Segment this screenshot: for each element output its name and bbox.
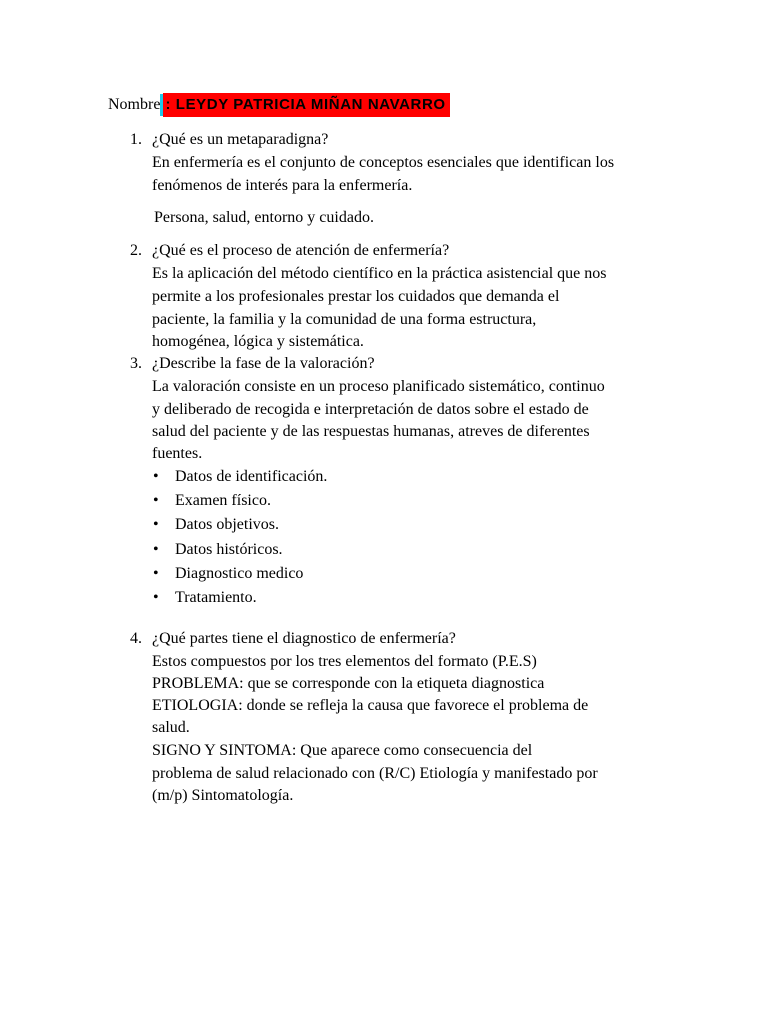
list-item: Examen físico. bbox=[175, 492, 271, 509]
question-1-answer-line: En enfermería es el conjunto de conceptos esenciales que identifican los bbox=[152, 154, 615, 171]
question-3-answer-line: salud del paciente y de las respuestas humanas, atreves de diferentes bbox=[152, 423, 590, 440]
bullet-icon: • bbox=[153, 541, 159, 558]
question-2-text: ¿Qué es el proceso de atención de enfermería? bbox=[152, 242, 450, 259]
question-1-text: ¿Qué es un metaparadigna? bbox=[152, 131, 329, 148]
question-3-number: 3. bbox=[130, 355, 142, 372]
question-3-answer-line: y deliberado de recogida e interpretación de datos sobre el estado de bbox=[152, 401, 589, 418]
question-2-number: 2. bbox=[130, 242, 142, 259]
bullet-icon: • bbox=[153, 516, 159, 533]
question-1-number: 1. bbox=[130, 131, 142, 148]
list-item: Datos de identificación. bbox=[175, 468, 328, 485]
question-2-answer-line: Es la aplicación del método científico en la práctica asistencial que nos bbox=[152, 265, 607, 282]
question-3-answer-line: fuentes. bbox=[152, 445, 203, 462]
question-1-extra: Persona, salud, entorno y cuidado. bbox=[154, 209, 374, 226]
question-4-answer-line: Estos compuestos por los tres elementos del formato (P.E.S) bbox=[152, 653, 537, 670]
bullet-icon: • bbox=[153, 468, 159, 485]
question-4-answer-line: PROBLEMA: que se corresponde con la etiqueta diagnostica bbox=[152, 675, 545, 692]
question-3-answer-line: La valoración consiste en un proceso planificado sistemático, continuo bbox=[152, 378, 605, 395]
bullet-icon: • bbox=[153, 565, 159, 582]
student-name: : LEYDY PATRICIA MIÑAN NAVARRO bbox=[163, 93, 449, 117]
list-item: Datos históricos. bbox=[175, 541, 283, 558]
question-1-answer-line: fenómenos de interés para la enfermería. bbox=[152, 177, 413, 194]
question-3-text: ¿Describe la fase de la valoración? bbox=[152, 355, 375, 372]
name-header bbox=[108, 93, 450, 117]
question-4-text: ¿Qué partes tiene el diagnostico de enfermería? bbox=[152, 630, 456, 647]
list-item: Tratamiento. bbox=[175, 589, 257, 606]
question-4-answer-line: (m/p) Sintomatología. bbox=[152, 787, 294, 804]
bullet-icon: • bbox=[153, 589, 159, 606]
bullet-icon: • bbox=[153, 492, 159, 509]
question-4-answer-line: SIGNO Y SINTOMA: Que aparece como consecuencia del bbox=[152, 742, 533, 759]
question-2-answer-line: homogénea, lógica y sistemática. bbox=[152, 333, 364, 350]
list-item: Datos objetivos. bbox=[175, 516, 279, 533]
question-4-answer-line: salud. bbox=[152, 719, 190, 736]
question-4-number: 4. bbox=[130, 630, 142, 647]
question-2-answer-line: permite a los profesionales prestar los cuidados que demanda el bbox=[152, 288, 560, 305]
question-2-answer-line: paciente, la familia y la comunidad de una forma estructura, bbox=[152, 311, 537, 328]
name-label: Nombre bbox=[108, 96, 161, 113]
question-4-answer-line: ETIOLOGIA: donde se refleja la causa que favorece el problema de bbox=[152, 697, 589, 714]
question-4-answer-line: problema de salud relacionado con (R/C) Etiología y manifestado por bbox=[152, 765, 598, 782]
list-item: Diagnostico medico bbox=[175, 565, 304, 582]
